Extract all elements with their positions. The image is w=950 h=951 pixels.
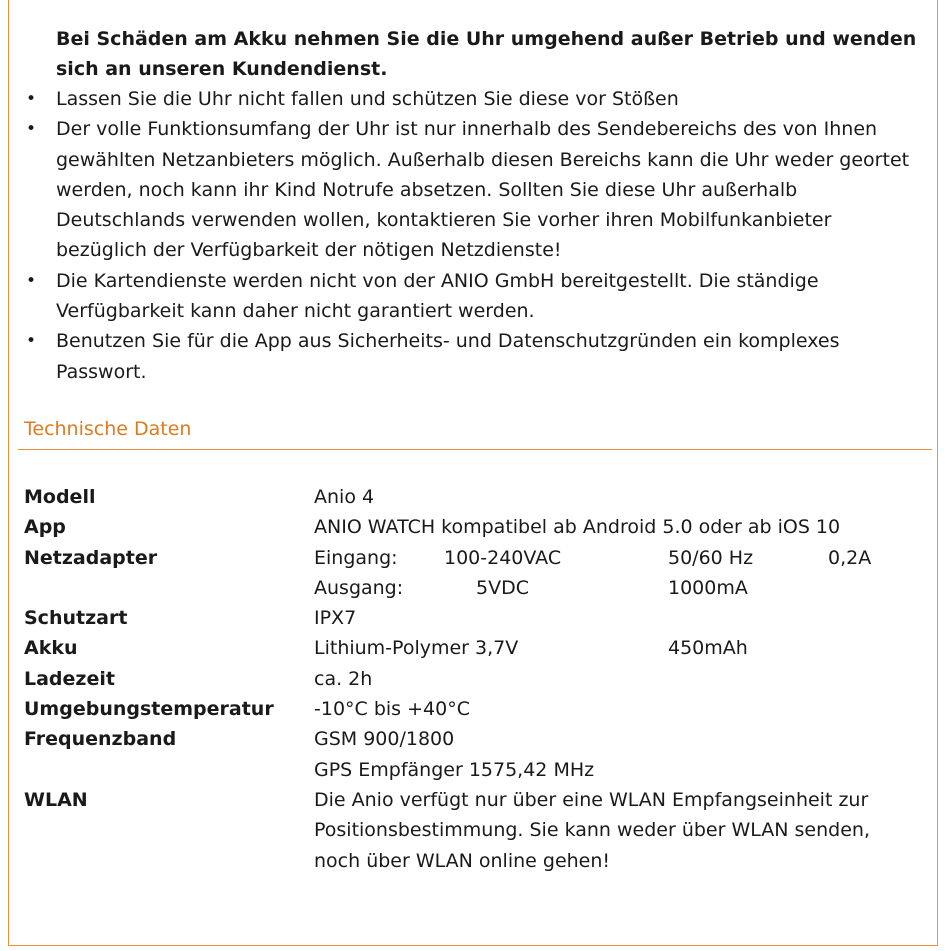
spec-value: Die Anio verfügt nur über eine WLAN Empfangseinheit zur Positionsbestimmung. Sie kann weder über WLAN senden, noch über WLAN online gehen! [314,788,870,872]
spec-label: App [24,516,66,539]
spec-value: -10°C bis +40°C [314,698,470,721]
list-item: • Lassen Sie die Uhr nicht fallen und schützen Sie diese vor Stößen [0,84,930,114]
spec-value: Anio 4 [314,486,375,508]
spec-value: ANIO WATCH kompatibel ab Android 5.0 oder ab iOS 10 [314,516,841,539]
spec-input-current: 0,2A [828,546,872,569]
spec-label: Modell [24,486,96,508]
spec-row-akku [24,633,924,663]
section-title: Technische Daten [24,418,192,440]
spec-row-frequenz [24,724,924,754]
spec-table [24,482,924,872]
spec-input-label: Eingang: [314,546,398,569]
spec-battery-capacity: 450mAh [668,637,748,660]
list-item: • Benutzen Sie für die App aus Sicherheits- und Datenschutzgründen ein komplexes Passwort. [0,326,930,387]
spec-row-temperatur [24,694,924,724]
spec-output-voltage: 5VDC [476,576,529,599]
list-item: • Die Kartendienste werden nicht von der ANIO GmbH bereitgestellt. Die ständige Verfügbarkeit kann daher nicht garantiert werden. [0,266,930,327]
spec-value: ca. 2h [314,667,373,690]
bullet-icon: • [26,270,37,291]
section-divider [18,449,932,450]
spec-label: Frequenzband [24,728,177,751]
spec-input-voltage: 100-240VAC [444,546,562,569]
spec-value: IPX7 [314,607,357,630]
list-item: • Der volle Funktionsumfang der Uhr ist nur innerhalb des Sendebereichs des von Ihnen gewählten Netzanbieters möglich. Außerhalb diesen Bereichs kann die Uhr weder geortet werden, noch kann ihr Kind Notrufe absetzen. Sollten Sie diese Uhr außerhalb Deutschlands verwenden wollen, kontaktieren Sie vorher ihren Mobilfunkanbieter bezüglich der Verfügbarkeit der nötigen Netzdienste! [0,114,930,265]
spec-value: GSM 900/1800 [314,728,455,751]
spec-label: Schutzart [24,607,128,630]
spec-row-wlan [24,785,924,872]
spec-value: Lithium-Polymer 3,7V [314,637,519,660]
spec-label: Netzadapter [24,546,158,569]
bullet-icon: • [26,119,37,140]
spec-row-modell [24,482,924,512]
safety-list [0,84,930,387]
spec-input-frequency: 50/60 Hz [668,546,754,569]
spec-row-frequenz-gps [24,755,924,785]
spec-row-app [24,512,924,542]
bullet-icon: • [26,331,37,352]
battery-warning: Bei Schäden am Akku nehmen Sie die Uhr umgehend außer Betrieb und wenden sich an unseren Kundendienst. [56,28,917,80]
spec-row-ladezeit [24,664,924,694]
spec-row-netzadapter-in [24,543,924,573]
bullet-icon: • [26,89,37,109]
spec-label: Akku [24,637,78,660]
spec-label: Ladezeit [24,667,115,690]
spec-output-label: Ausgang: [314,576,404,599]
spec-row-schutzart [24,603,924,633]
spec-row-netzadapter-out [24,573,924,603]
spec-label: WLAN [24,788,88,811]
spec-value: GPS Empfänger 1575,42 MHz [314,758,595,781]
spec-label: Umgebungstemperatur [24,698,274,721]
spec-output-current: 1000mA [668,576,748,599]
